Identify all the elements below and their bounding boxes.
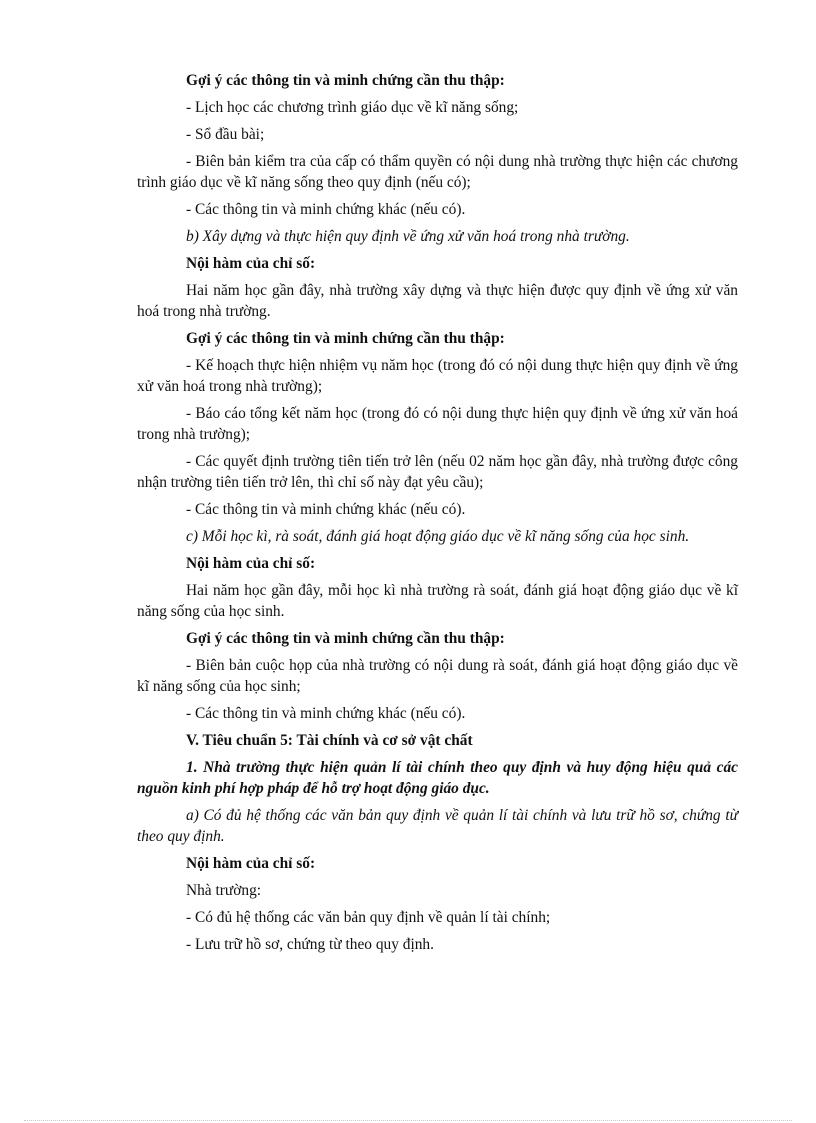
list-item: - Các thông tin và minh chứng khác (nếu có). — [186, 201, 466, 218]
indicator-heading: Nội hàm của chỉ số: — [186, 855, 316, 872]
list-item: - Các thông tin và minh chứng khác (nếu có). — [186, 501, 466, 518]
body-paragraph: Hai năm học gần đây, mỗi học kì nhà trường rà soát, đánh giá hoạt động giáo dục về kĩ năng sống của học sinh. — [137, 582, 738, 620]
indicator-heading: Nội hàm của chỉ số: — [186, 555, 316, 572]
list-item: - Báo cáo tổng kết năm học (trong đó có nội dung thực hiện quy định về ứng xử văn hoá trong nhà trường); — [137, 405, 738, 443]
list-item: - Các thông tin và minh chứng khác (nếu có). — [186, 705, 466, 722]
criterion-a: a) Có đủ hệ thống các văn bản quy định về quản lí tài chính và lưu trữ hồ sơ, chứng từ theo quy định. — [137, 807, 738, 845]
criterion-b: b) Xây dựng và thực hiện quy định về ứng xử văn hoá trong nhà trường. — [186, 228, 630, 245]
document-body — [137, 70, 738, 961]
list-item: - Biên bản kiểm tra của cấp có thẩm quyền có nội dung nhà trường thực hiện các chương trình giáo dục về kĩ năng sống theo quy định (nếu có); — [137, 153, 738, 191]
list-item: - Lịch học các chương trình giáo dục về kĩ năng sống; — [186, 99, 519, 116]
section-heading: V. Tiêu chuẩn 5: Tài chính và cơ sở vật chất — [186, 732, 473, 749]
body-paragraph: Hai năm học gần đây, nhà trường xây dựng và thực hiện được quy định về ứng xử văn hoá trong nhà trường. — [137, 282, 738, 320]
list-item: - Có đủ hệ thống các văn bản quy định về quản lí tài chính; — [186, 909, 551, 926]
evidence-heading: Gợi ý các thông tin và minh chứng cần thu thập: — [186, 630, 505, 647]
evidence-heading: Gợi ý các thông tin và minh chứng cần thu thập: — [186, 330, 505, 347]
list-item: - Lưu trữ hồ sơ, chứng từ theo quy định. — [186, 936, 434, 953]
list-item: - Sổ đầu bài; — [186, 126, 265, 143]
body-paragraph: Nhà trường: — [186, 882, 262, 899]
list-item: - Các quyết định trường tiên tiến trở lên (nếu 02 năm học gần đây, nhà trường được công nhận trường tiên tiến trở lên, thì chỉ số này đạt yêu cầu); — [137, 453, 738, 491]
list-item: - Biên bản cuộc họp của nhà trường có nội dung rà soát, đánh giá hoạt động giáo dục về kĩ năng sống của học sinh; — [137, 657, 738, 695]
page-bottom-divider — [24, 1120, 792, 1121]
criterion-c: c) Mỗi học kì, rà soát, đánh giá hoạt động giáo dục về kĩ năng sống của học sinh. — [186, 528, 690, 545]
evidence-heading: Gợi ý các thông tin và minh chứng cần thu thập: — [186, 72, 505, 89]
standard-item-heading: 1. Nhà trường thực hiện quản lí tài chính theo quy định và huy động hiệu quả các nguồn kinh phí hợp pháp để hỗ trợ hoạt động giáo dục. — [137, 759, 738, 797]
list-item: - Kế hoạch thực hiện nhiệm vụ năm học (trong đó có nội dung thực hiện quy định về ứng xử văn hoá trong nhà trường); — [137, 357, 738, 395]
indicator-heading: Nội hàm của chỉ số: — [186, 255, 316, 272]
